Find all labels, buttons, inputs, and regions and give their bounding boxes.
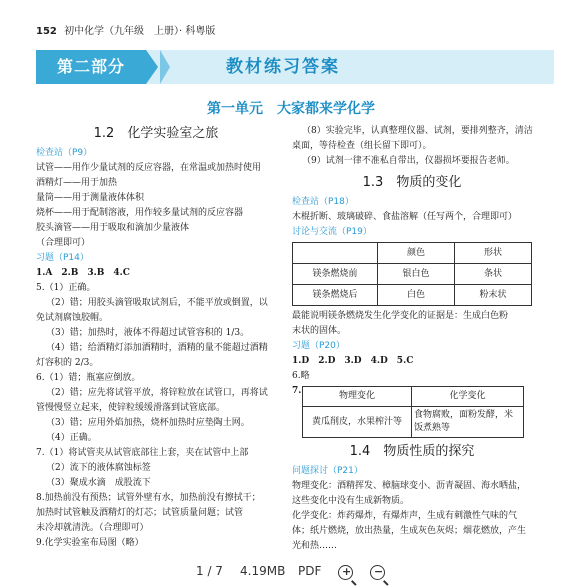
text-line: 光和热…… <box>292 541 338 551</box>
text-line: 酒精灯——用于加热 <box>36 178 118 188</box>
answer-line: 8.加热前没有预热；试管外壁有水，加热前没有擦拭干； <box>36 493 261 503</box>
text-line: 物理变化：酒精挥发、樟脑球变小、沥青凝固、海水晒盐， <box>292 481 527 491</box>
exercise-tag: 习题（P20） <box>292 341 345 351</box>
answer-line: （4）错；给酒精灯添加酒精时，酒精的量不能超过酒精 <box>46 343 268 353</box>
page-indicator: 1 / 7 <box>196 564 223 578</box>
answer-line: 1.A 2.B 3.B 4.C <box>36 268 130 278</box>
answer-line: 未冷却就清洗。（合理即可） <box>36 523 149 533</box>
book-subject: 初中化学（九年级 上册）· 科粤版 <box>64 26 216 37</box>
zoom-in-icon[interactable]: + <box>338 565 353 580</box>
answer-line: 灯容积的 2/3。 <box>36 358 99 368</box>
answer-line: （2）错；应先将试管平放，将锌粒放在试管口，再将试 <box>46 388 268 398</box>
answer-line: 管慢慢竖立起来，使锌粒缓缓滑落到试管底部。 <box>36 403 226 413</box>
page-number: 152 <box>36 26 57 37</box>
table-cell: 条状 <box>455 264 532 285</box>
banner-arrow-shape <box>146 50 158 84</box>
text-line: 烧杯——用于配制溶液，用作较多量试剂的反应容器 <box>36 208 244 218</box>
text-line: 胶头滴管——用于吸取和滴加少量液体 <box>36 223 190 233</box>
table-row <box>293 285 532 306</box>
left-column <box>36 124 276 551</box>
answer-line: （4）正确。 <box>46 433 97 443</box>
section-title-1-3: 1.3 物质的变化 <box>362 175 462 190</box>
table-header-cell: 物理变化 <box>303 387 412 407</box>
text-line: 化学变化：炸药爆炸，有爆炸声，生成有刺激性气味的气 <box>292 511 518 521</box>
part-label: 第二部分 <box>36 50 146 84</box>
answer-line: （2）流下的液体腐蚀标签 <box>46 463 151 473</box>
text-line: 木棍折断、玻璃破碎、食盐溶解（任写两个，合理即可） <box>292 212 518 222</box>
exercise-tag: 习题（P14） <box>36 253 89 263</box>
table-cell: 粉末状 <box>455 285 532 306</box>
answer-line: 5.（1）正确。 <box>36 283 96 293</box>
text-line: （8）实验完毕，认真整理仪器、试剂，要排列整齐，清洁 <box>302 126 533 136</box>
table-row <box>303 407 524 438</box>
table-cell: 银白色 <box>378 264 455 285</box>
table-cell: 镁条燃烧后 <box>293 285 378 306</box>
answer-line: （3）错；加热时，液体不得超过试管容积的 1/3。 <box>46 328 250 338</box>
table-cell: 镁条燃烧前 <box>293 264 378 285</box>
banner-title: 教材练习答案 <box>226 57 340 77</box>
table-header-cell: 颜色 <box>378 243 455 264</box>
answer-line: 9.化学实验室布局图（略） <box>36 538 144 548</box>
viewer-toolbar <box>184 560 398 586</box>
table-cell: 白色 <box>378 285 455 306</box>
table-header-cell <box>293 243 378 264</box>
question-7-block <box>292 384 532 436</box>
zoom-out-icon[interactable]: − <box>370 565 385 580</box>
table-header-cell: 化学变化 <box>412 387 524 407</box>
banner-arrow-shape-light <box>160 50 170 84</box>
text-line: 这些变化中没有生成新物质。 <box>292 496 410 506</box>
checkpoint-tag: 检查站（P9） <box>36 148 93 158</box>
answer-line: 6.（1）错；瓶塞应倒放。 <box>36 373 141 383</box>
magnesium-table <box>292 242 532 306</box>
answer-line: 加热时试管触及酒精灯的灯芯；试管质量问题；试管 <box>36 508 244 518</box>
section-title-1-4: 1.4 物质性质的探究 <box>349 444 475 459</box>
answer-line: （3）错；应用外焰加热，烧杯加热时应垫陶土网。 <box>46 418 250 428</box>
answer-line: 6.略 <box>292 371 310 381</box>
change-table <box>302 386 524 438</box>
answer-line: （3）聚成水滴 成股流下 <box>46 478 151 488</box>
answer-line: 1.D 2.D 3.D 4.D 5.C <box>292 356 414 366</box>
text-line: 桌面，等待检查（组长留下即可）。 <box>292 141 432 151</box>
table-cell: 食物腐败，面粉发酵，米饭煮熟等 <box>412 407 524 438</box>
answer-line: 免试剂腐蚀胶帽。 <box>36 313 109 323</box>
text-line: 末状的固体。 <box>292 326 347 336</box>
answer-line: 7.（1）将试管夹从试管底部往上套，夹在试管中上部 <box>36 448 249 458</box>
question-tag: 问题探讨（P21） <box>292 466 363 476</box>
unit-title: 第一单元 大家都来学化学 <box>207 101 375 117</box>
text-line: （合理即可） <box>36 238 91 248</box>
discussion-tag: 讨论与交流（P19） <box>292 227 372 237</box>
text-line: 量筒——用于测量液体体积 <box>36 193 145 203</box>
text-line: 体；纸片燃烧，放出热量，生成灰色灰烬；烟花燃放，产生 <box>292 526 527 536</box>
section-title-1-2: 1.2 化学实验室之旅 <box>93 126 219 141</box>
page-header <box>36 22 215 37</box>
part-banner <box>36 50 554 84</box>
table-cell: 黄瓜削皮，水果榨汁等 <box>303 407 412 438</box>
answer-line: （2）错；用胶头滴管吸取试剂后，不能平放或倒置，以 <box>46 298 268 308</box>
file-format: PDF <box>298 564 322 578</box>
right-column <box>292 124 532 554</box>
table-row <box>293 264 532 285</box>
file-size: 4.19MB <box>240 564 286 578</box>
question-number: 7. <box>292 386 302 396</box>
text-line: 最能说明镁条燃烧发生化学变化的证据是：生成白色粉 <box>292 311 509 321</box>
checkpoint-tag: 检查站（P18） <box>292 197 354 207</box>
table-header-cell: 形状 <box>455 243 532 264</box>
text-line: 试管——用作少量试剂的反应容器，在常温或加热时使用 <box>36 163 262 173</box>
text-line: （9）试剂一律不准私自带出，仪器损坏要报告老师。 <box>302 156 515 166</box>
